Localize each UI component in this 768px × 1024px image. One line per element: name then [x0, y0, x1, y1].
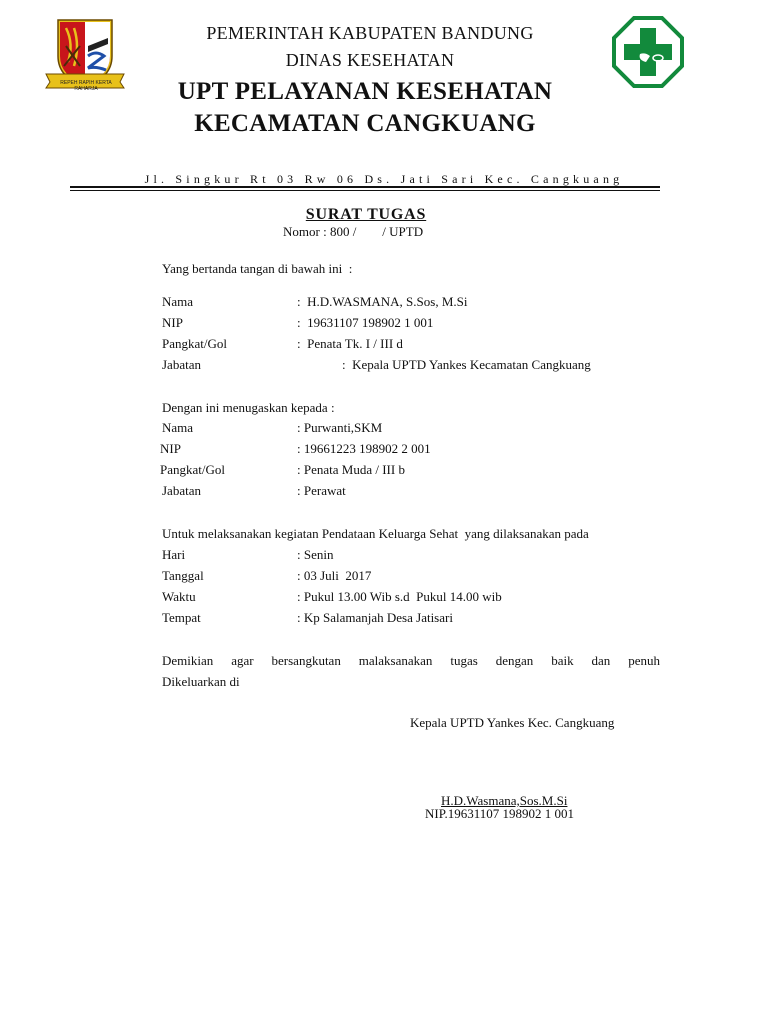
assignee-rank-value: : Penata Muda / III b [297, 462, 405, 477]
logo-motto: REPEH RAPIH KERTA RAHARJA [60, 80, 112, 92]
signature-title: Kepala UPTD Yankes Kec. Cangkuang [410, 715, 615, 730]
assignee-rank-label: Pangkat/Gol [160, 462, 225, 477]
closing-text: Demikian agar bersangkutan malaksanakan tugas dengan baik dan penuh [162, 653, 660, 668]
signer-position-label: Jabatan [162, 357, 201, 372]
assignee-position-label: Jabatan [162, 483, 201, 498]
event-date-value: : 03 Juli 2017 [297, 568, 372, 583]
signer-name-value: : H.D.WASMANA, S.Sos, M.Si [297, 294, 468, 309]
document-title: SURAT TUGAS [305, 206, 427, 223]
header-department: DINAS KESEHATAN [285, 50, 455, 70]
header-address: Jl. Singkur Rt 03 Rw 06 Ds. Jati Sari Kec. Cangkuang [144, 172, 624, 186]
event-day-label: Hari [162, 547, 186, 562]
signature-nip: NIP.19631107 198902 1 001 [425, 806, 575, 821]
assignee-name-value: : Purwanti,SKM [297, 420, 383, 435]
event-date-label: Tanggal [162, 568, 204, 583]
signer-nip-value: : 19631107 198902 1 001 [297, 315, 434, 330]
signer-nip-label: NIP [162, 315, 183, 330]
purpose-text: Untuk melaksanakan kegiatan Pendataan Keluarga Sehat yang dilaksanakan pada [162, 526, 589, 541]
intro-text: Yang bertanda tangan di bawah ini : [162, 261, 353, 276]
event-time-label: Waktu [162, 589, 196, 604]
header-upt: UPT PELAYANAN KESEHATAN [177, 78, 553, 105]
assignee-name-label: Nama [162, 420, 194, 435]
document-number: Nomor : 800 / / UPTD [283, 224, 424, 239]
signer-position-value: : Kepala UPTD Yankes Kecamatan Cangkuang [342, 357, 591, 372]
event-place-value: : Kp Salamanjah Desa Jatisari [297, 610, 453, 625]
header-government: PEMERINTAH KABUPATEN BANDUNG [206, 23, 534, 43]
event-place-label: Tempat [162, 610, 201, 625]
assignee-nip-value: : 19661223 198902 2 001 [297, 441, 431, 456]
header-kecamatan: KECAMATAN CANGKUANG [194, 110, 536, 137]
header-divider-thick [70, 186, 660, 188]
issued-at-text: Dikeluarkan di [162, 674, 240, 689]
assign-intro-text: Dengan ini menugaskan kepada : [162, 400, 335, 415]
signer-rank-label: Pangkat/Gol [162, 336, 227, 351]
signer-rank-value: : Penata Tk. I / III d [297, 336, 403, 351]
assignee-position-value: : Perawat [297, 483, 346, 498]
event-time-value: : Pukul 13.00 Wib s.d Pukul 14.00 wib [297, 589, 502, 604]
signature-name: H.D.Wasmana,Sos.M.Si [441, 793, 568, 808]
event-day-value: : Senin [297, 547, 334, 562]
header-divider-thin [70, 190, 660, 191]
assignee-nip-label: NIP [160, 441, 181, 456]
signer-name-label: Nama [162, 294, 194, 309]
